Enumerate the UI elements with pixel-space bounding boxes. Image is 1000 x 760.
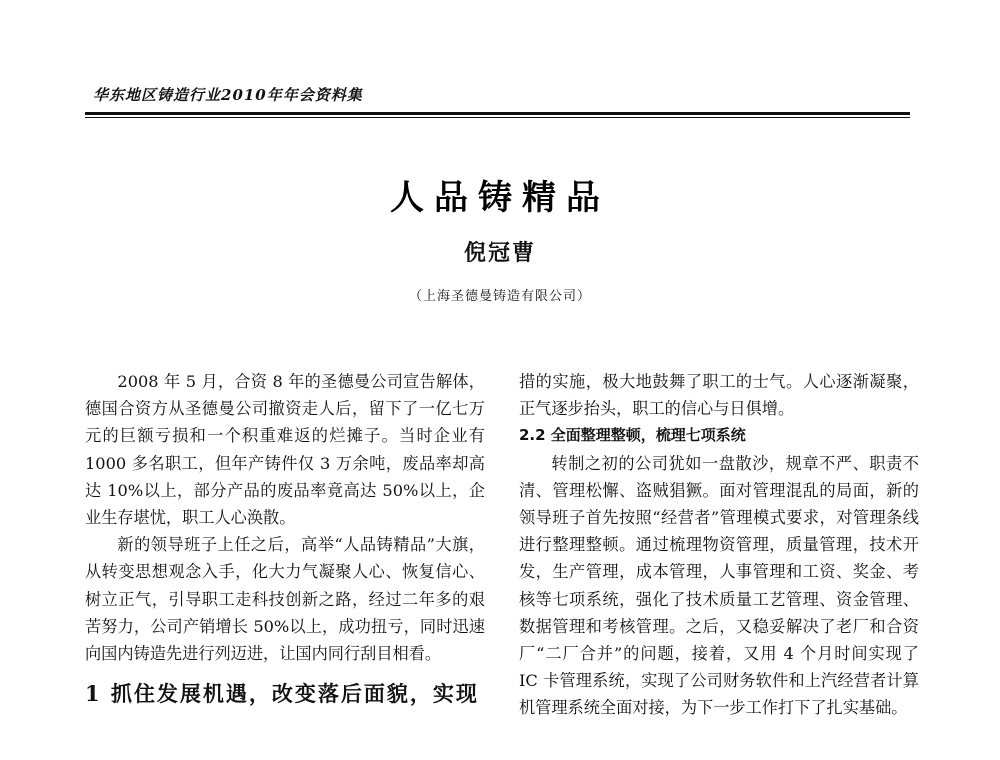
paragraph: 措的实施，极大地鼓舞了职工的士气。人心逐渐凝聚，正气逐步抬头，职工的信心与日俱增。 [519,372,919,419]
left-column [85,368,485,711]
article-affiliation: （上海圣德曼铸造有限公司） [408,289,591,304]
paragraph: 2008 年 5 月，合资 8 年的圣德曼公司宣告解体，德国合资方从圣德曼公司撤资走人后，留下了一亿七万元的巨额亏损和一个积重难返的烂摊子。当时企业有 1000 多名职工，但年产铸件仅 3 万余吨，废品率却高达 10%以上，部分产品的废品率竟高达 50%以上，企业生存堪忧，职工人心涣散。 [85,372,485,528]
section-heading: 1 抓住发展机遇，改变落后面貌，实现 [85,681,479,707]
running-header: 华东地区铸造行业2010年年会资料集 [93,86,363,104]
header-rule-thin [85,117,910,118]
article-author: 倪冠曹 [463,240,536,266]
paragraph: 转制之初的公司犹如一盘散沙，规章不严、职责不清、管理松懈、盗贼猖獗。面对管理混乱的局面，新的领导班子首先按照“经营者”管理模式要求，对管理条线进行整理整顿。通过梳理物资管理，质量管理，技术开发，生产管理，成本管理，人事管理和工资、奖金、考核等七项系统，强化了技术质量工艺管理、资金管理、数据管理和考核管理。之后，又稳妥解决了老厂和合资厂“二厂合并”的问题，接着，又用 4 个月时间实现了 IC 卡管理系统，实现了公司财务软件和上汽经营者计算机管理系统全面对接，为下一步工作打下了扎实基础。 [519,453,919,718]
subsection-heading: 2.2 全面整理整顿，梳理七项系统 [519,426,746,445]
header-rule [85,112,910,115]
paragraph: 新的领导班子上任之后，高举“人品铸精品”大旗，从转变思想观念入手，化大力气凝聚人心、恢复信心、树立正气，引导职工走科技创新之路，经过二年多的艰苦努力，公司产销增长 50%以上，成功扭亏，同时迅速向国内铸造先进行列迈进，让国内同行刮目相看。 [85,535,485,664]
article-title: 人品铸精品 [390,178,610,218]
right-column [519,368,919,722]
